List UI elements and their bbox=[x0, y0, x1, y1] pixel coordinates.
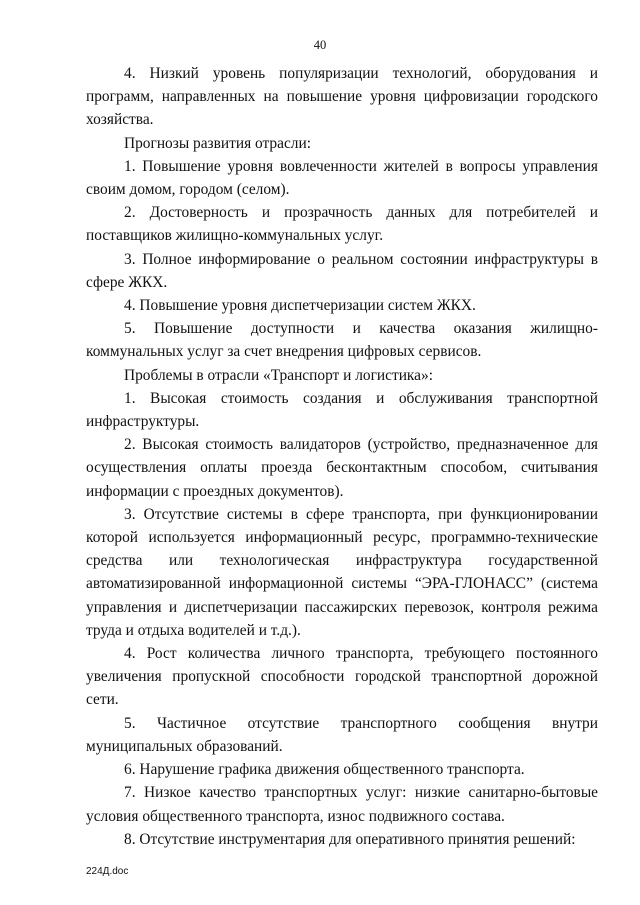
paragraph: 2. Высокая стоимость валидаторов (устройство, предназначенное для осуществления оплаты проезда бесконтактным способом, считывания информации с проездных документов). bbox=[86, 436, 598, 500]
paragraph: 1. Высокая стоимость создания и обслуживания транспортной инфраструктуры. bbox=[86, 389, 598, 431]
footer-filename: 224Д.doc bbox=[86, 866, 129, 877]
paragraph: 4. Рост количества личного транспорта, требующего постоянного увеличения пропускной способности городской транспортной дорожной сети. bbox=[86, 645, 598, 709]
paragraph: 4. Повышение уровня диспетчеризации систем ЖКХ. bbox=[124, 297, 476, 315]
paragraph: 6. Нарушение графика движения общественного транспорта. bbox=[124, 761, 525, 779]
paragraph: 5. Повышение доступности и качества оказания жилищно-коммунальных услуг за счет внедрения цифровых сервисов. bbox=[86, 320, 598, 361]
paragraph: 1. Повышение уровня вовлеченности жителей в вопросы управления своим домом, городом (селом). bbox=[86, 157, 598, 199]
paragraph: Проблемы в отрасли «Транспорт и логистика»: bbox=[124, 366, 433, 384]
paragraph: Прогнозы развития отрасли: bbox=[124, 134, 311, 152]
paragraph: 8. Отсутствие инструментария для оперативного принятия решений: bbox=[124, 830, 576, 848]
paragraph: 2. Достоверность и прозрачность данных для потребителей и поставщиков жилищно-коммунальных услуг. bbox=[86, 204, 598, 245]
paragraph: 3. Отсутствие системы в сфере транспорта, при функционировании которой используется информационный ресурс, программно-технические средства или технологическая инфраструктура государственной автоматизированной информационной системы “ЭРА-ГЛОНАСС” (система управления и диспетчеризации пассажирских перевозок, контроля режима труда и отдыха водителей и т.д.). bbox=[86, 505, 598, 639]
paragraph: 4. Низкий уровень популяризации технологий, оборудования и программ, направленных на повышение уровня цифровизации городского хозяйства. bbox=[86, 65, 598, 129]
page-number: 40 bbox=[313, 38, 327, 52]
paragraph: 7. Низкое качество транспортных услуг: низкие санитарно-бытовые условия общественного транспорта, износ подвижного состава. bbox=[86, 784, 598, 825]
document-body bbox=[86, 62, 598, 851]
paragraph: 5. Частичное отсутствие транспортного сообщения внутри муниципальных образований. bbox=[86, 714, 598, 755]
paragraph: 3. Полное информирование о реальном состоянии инфраструктуры в сфере ЖКХ. bbox=[86, 250, 598, 291]
